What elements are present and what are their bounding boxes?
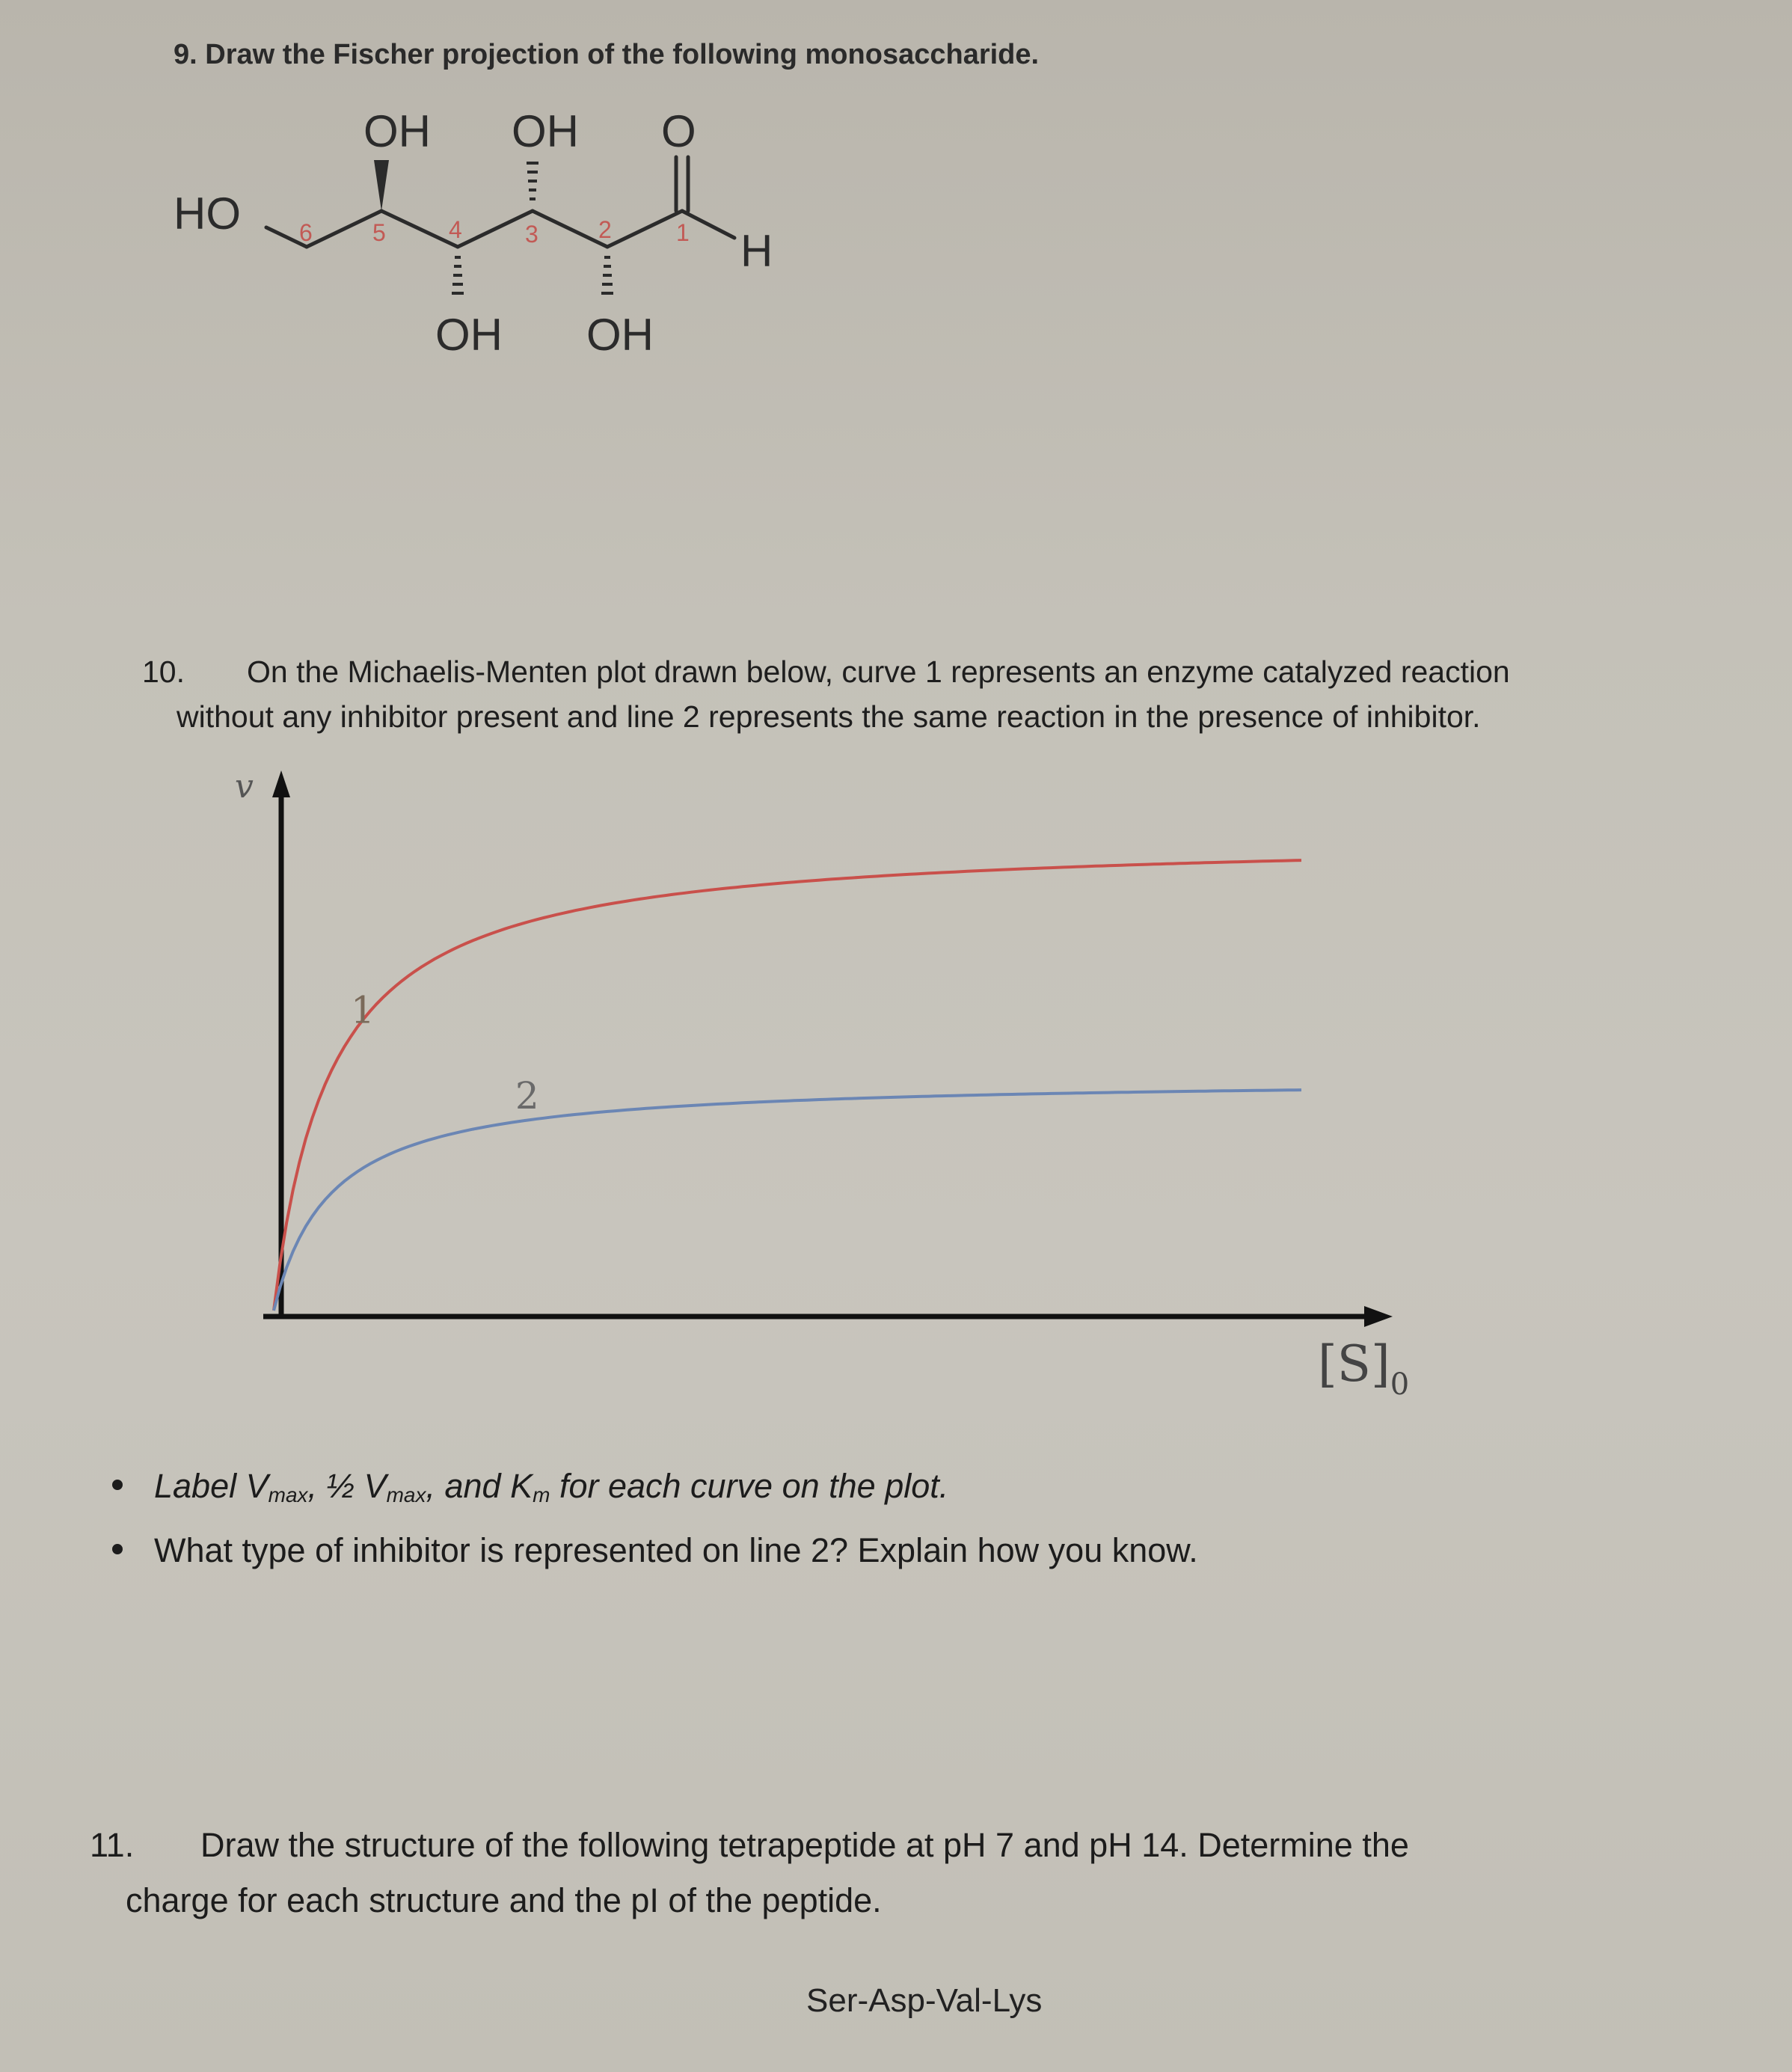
bullet-dot [112,1544,123,1554]
question-11-line-2: charge for each structure and the pI of the peptide. [126,1881,882,1919]
bullet-1-sub: max [268,1483,308,1507]
curve-1-line [274,860,1301,1311]
carbon-number-6: 6 [299,219,313,246]
question-11-number: 11. [90,1826,135,1864]
question-10-line-1: On the Michaelis-Menten plot drawn below, curve 1 represents an enzyme catalyzed reaction [247,655,1510,689]
carbon-number-5: 5 [372,219,386,246]
bottom-oh-1: OH [435,310,503,360]
bullet-1-sub: m [533,1483,550,1507]
x-axis-label-subscript: 0 [1390,1367,1410,1402]
bullet-item [112,1523,1198,1578]
carbon-number-2: 2 [598,216,612,243]
question-11-text [90,1818,1735,1928]
x-axis-arrow [1364,1306,1393,1327]
top-oh-1: OH [363,106,431,156]
curve-2-line [274,1090,1301,1311]
question-10-number: 10. [142,655,185,689]
carbon-number-1: 1 [676,219,690,246]
bullet-2-text: What type of inhibitor is represented on line 2? Explain how you know. [154,1531,1198,1569]
carbonyl-o: O [661,106,696,156]
bullet-1-part: , ½ V [307,1467,387,1505]
question-11-line-1: Draw the structure of the following tetrapeptide at pH 7 and pH 14. Determine the [200,1826,1409,1864]
curve-2-label: 2 [515,1073,539,1118]
carbon-number-3: 3 [525,221,538,248]
carbon-number-4: 4 [449,216,462,243]
bullet-item [112,1459,1198,1523]
top-oh-2: OH [512,106,579,156]
bullet-1-part: for each curve on the plot. [550,1467,949,1505]
y-axis-label: v [235,767,254,806]
bullet-1-part: Label V [154,1467,269,1505]
x-axis-label [1318,1335,1409,1402]
aldehyde-h: H [740,226,773,276]
ho-label: HO [174,188,241,239]
y-axis-arrow [272,770,290,797]
bullet-dot [112,1480,123,1490]
question-10-line-2: without any inhibitor present and line 2 represents the same reaction in the presence of inhibitor. [177,699,1481,734]
question-10-bullets [112,1459,1198,1578]
bullet-1-sub: max [386,1483,426,1507]
x-axis-label-main: [S] [1318,1335,1390,1393]
peptide-sequence: Ser-Asp-Val-Lys [806,1982,1043,2019]
bullet-1-text [154,1459,948,1523]
question-9-title: 9. Draw the Fischer projection of the following monosaccharide. [174,39,1040,70]
curve-1-label: 1 [351,988,375,1032]
bottom-oh-2: OH [586,310,654,360]
bullet-1-part: , and K [426,1467,533,1505]
